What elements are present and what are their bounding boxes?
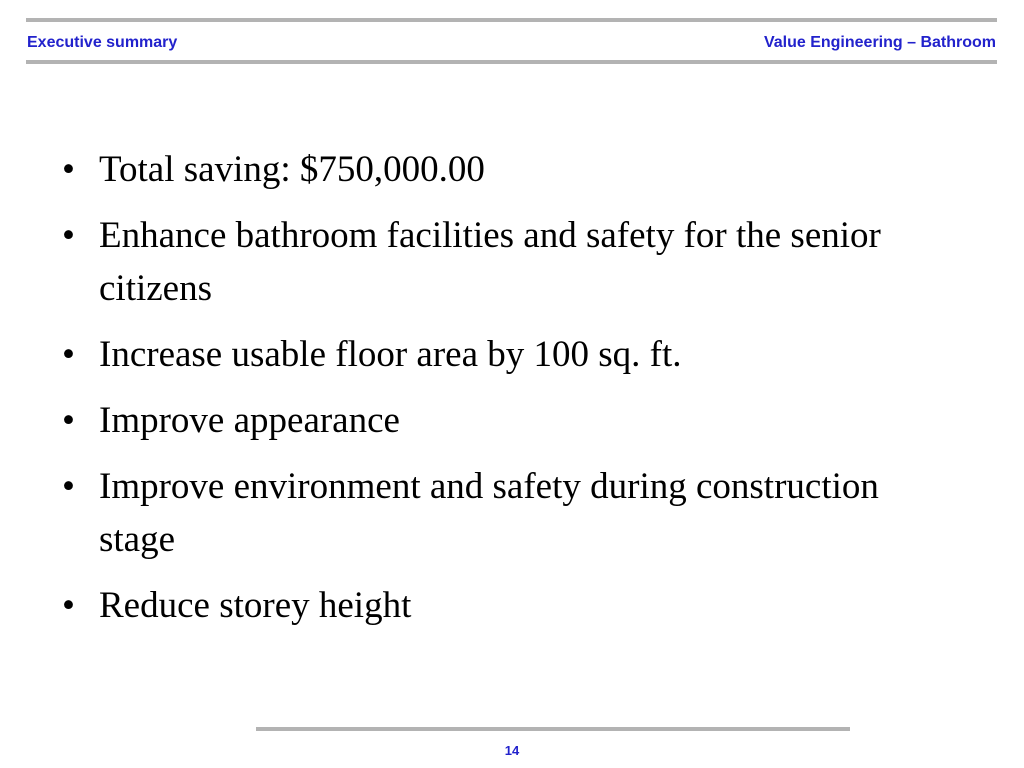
bullet-text: Improve environment and safety during construction stage [99,466,879,560]
bullet-text: Total saving: $750,000.00 [99,149,485,190]
bullet-item [62,328,962,381]
header-top-rule [26,18,997,22]
page-number: 14 [504,743,520,758]
footer-rule [256,727,850,731]
bullet-text: Reduce storey height [99,585,412,626]
bullet-item [62,394,962,447]
header-bottom-rule [26,60,997,64]
bullet-dot-icon: • [62,149,75,190]
bullet-item [62,460,962,566]
bullet-dot-icon: • [62,585,75,626]
bullet-text: Enhance bathroom facilities and safety for the senior citizens [99,215,881,309]
bullet-item [62,209,962,315]
bullet-dot-icon: • [62,334,75,375]
section-title: Executive summary [27,34,178,51]
slide-title: Value Engineering – Bathroom [763,34,996,51]
bullet-list [62,143,962,645]
bullet-item [62,143,962,196]
bullet-item [62,579,962,632]
bullet-dot-icon: • [62,400,75,441]
bullet-dot-icon: • [62,215,75,256]
bullet-dot-icon: • [62,466,75,507]
bullet-text: Increase usable floor area by 100 sq. ft. [99,334,682,375]
bullet-text: Improve appearance [99,400,400,441]
